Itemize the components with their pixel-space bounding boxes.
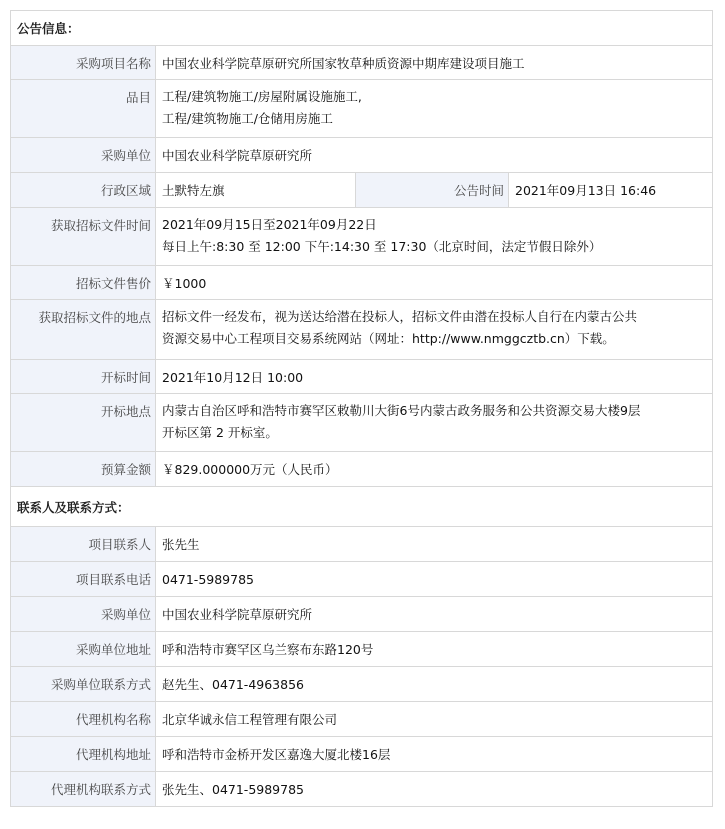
row-proj-phone — [11, 562, 713, 597]
category-line: 工程/建筑物施工/仓储用房施工 — [162, 111, 333, 126]
row-open-place — [11, 394, 713, 452]
doc-place-label: 获取招标文件的地点 — [11, 300, 156, 360]
contact-purchaser-label: 采购单位 — [11, 597, 156, 632]
contact-section-header — [11, 487, 713, 527]
project-name-label: 采购项目名称 — [11, 46, 156, 80]
row-agency-contact — [11, 772, 713, 807]
budget-label: 预算金额 — [11, 452, 156, 487]
row-agency-name — [11, 702, 713, 737]
open-time-label: 开标时间 — [11, 360, 156, 394]
doc-time-line: 2021年09月15日至2021年09月22日 — [162, 217, 377, 232]
row-region-time — [11, 173, 713, 208]
pub-time-value: 2021年09月13日 16:46 — [509, 173, 713, 208]
row-purchaser — [11, 138, 713, 173]
category-line: 工程/建筑物施工/房屋附属设施施工, — [162, 89, 362, 104]
project-name-value: 中国农业科学院草原研究所国家牧草种质资源中期库建设项目施工 — [156, 46, 713, 80]
contact-section-title: 联系人及联系方式： — [11, 487, 713, 527]
pub-time-label: 公告时间 — [356, 173, 509, 208]
purchaser-addr-label: 采购单位地址 — [11, 632, 156, 667]
doc-price-label: 招标文件售价 — [11, 266, 156, 300]
open-place-line: 开标区第 2 开标室。 — [162, 425, 278, 440]
agency-name-value: 北京华诚永信工程管理有限公司 — [156, 702, 713, 737]
doc-time-label: 获取招标文件时间 — [11, 208, 156, 266]
proj-phone-value: 0471-5989785 — [156, 562, 713, 597]
open-place-label: 开标地点 — [11, 394, 156, 452]
row-doc-time — [11, 208, 713, 266]
row-agency-addr — [11, 737, 713, 772]
doc-time-line: 每日上午:8:30 至 12:00 下午:14:30 至 17:30（北京时间，法定节假日除外） — [162, 239, 602, 254]
row-contact-purchaser — [11, 597, 713, 632]
category-label: 品目 — [11, 80, 156, 138]
purchaser-addr-value: 呼和浩特市赛罕区乌兰察布东路120号 — [156, 632, 713, 667]
purchaser-contact-label: 采购单位联系方式 — [11, 667, 156, 702]
doc-price-value: ￥1000 — [156, 266, 713, 300]
proj-contact-label: 项目联系人 — [11, 527, 156, 562]
row-project-name — [11, 46, 713, 80]
agency-contact-label: 代理机构联系方式 — [11, 772, 156, 807]
budget-value: ￥829.000000万元（人民币） — [156, 452, 713, 487]
region-label: 行政区域 — [11, 173, 156, 208]
region-value: 土默特左旗 — [156, 173, 356, 208]
open-time-value: 2021年10月12日 10:00 — [156, 360, 713, 394]
doc-place-line: 招标文件一经发布，视为送达给潜在投标人，招标文件由潜在投标人自行在内蒙古公共 — [162, 309, 638, 324]
contact-purchaser-value: 中国农业科学院草原研究所 — [156, 597, 713, 632]
open-place-value — [156, 394, 713, 452]
row-purchaser-addr — [11, 632, 713, 667]
row-doc-price — [11, 266, 713, 300]
purchaser-contact-value: 赵先生、0471-4963856 — [156, 667, 713, 702]
row-category — [11, 80, 713, 138]
doc-place-value — [156, 300, 713, 360]
notice-section-header — [11, 11, 713, 46]
doc-place-line: 资源交易中心工程项目交易系统网站（网址：http://www.nmggcztb.cn）下载。 — [162, 331, 615, 346]
notice-section-title: 公告信息： — [11, 11, 713, 46]
row-proj-contact — [11, 527, 713, 562]
row-purchaser-contact — [11, 667, 713, 702]
row-open-time — [11, 360, 713, 394]
row-doc-place — [11, 300, 713, 360]
purchaser-value: 中国农业科学院草原研究所 — [156, 138, 713, 173]
agency-addr-value: 呼和浩特市金桥开发区嘉逸大厦北楼16层 — [156, 737, 713, 772]
proj-phone-label: 项目联系电话 — [11, 562, 156, 597]
announcement-table — [10, 10, 713, 807]
agency-name-label: 代理机构名称 — [11, 702, 156, 737]
doc-time-value — [156, 208, 713, 266]
purchaser-label: 采购单位 — [11, 138, 156, 173]
agency-contact-value: 张先生、0471-5989785 — [156, 772, 713, 807]
open-place-line: 内蒙古自治区呼和浩特市赛罕区敕勒川大街6号内蒙古政务服务和公共资源交易大楼9层 — [162, 403, 641, 418]
agency-addr-label: 代理机构地址 — [11, 737, 156, 772]
proj-contact-value: 张先生 — [156, 527, 713, 562]
category-value — [156, 80, 713, 138]
row-budget — [11, 452, 713, 487]
